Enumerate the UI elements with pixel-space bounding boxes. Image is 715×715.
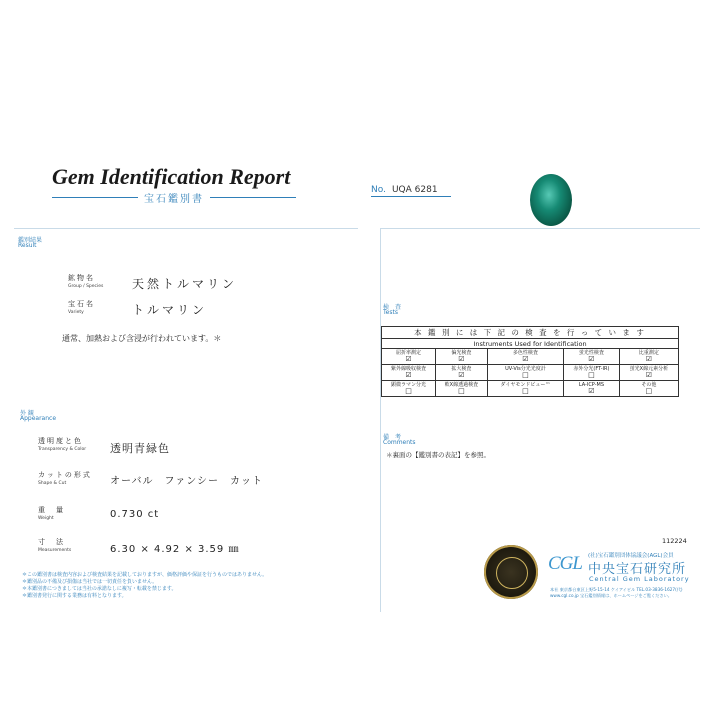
result-section-jp: 鑑別結果: [18, 237, 43, 244]
tests-row: [382, 365, 679, 381]
subtitle-jp: 宝石鑑別書: [144, 194, 204, 205]
lab-member: (社)宝石鑑別団体協議会(AGL)会員: [588, 553, 674, 559]
footer-note: ＊本鑑別書につきましては当社の承諾なしに複写・転載を禁じます。: [22, 586, 177, 592]
seal-ring: [496, 557, 528, 589]
test-cell: [619, 381, 678, 397]
report-number-label: No.: [371, 185, 386, 195]
variety-label-en: Variety: [68, 310, 84, 315]
seal-logo: [484, 545, 538, 599]
report-subtitle: [52, 191, 296, 203]
divider-right: [380, 228, 700, 229]
empty-box-icon: □: [458, 387, 465, 395]
remarks-text: ＊裏面の【鑑別書の表記】を参照。: [386, 451, 490, 459]
checked-box-icon: ☑: [405, 355, 412, 363]
appearance-section-en: Appearance: [20, 415, 57, 422]
test-cell: [382, 381, 436, 397]
checked-box-icon: ☑: [458, 355, 465, 363]
checked-box-icon: ☑: [645, 355, 652, 363]
test-label: その他: [641, 382, 657, 388]
empty-box-icon: □: [405, 387, 412, 395]
color-label-en: Transparency & Color: [38, 447, 87, 452]
test-cell: [564, 381, 620, 397]
tests-table: [381, 326, 679, 397]
variety-value: トルマリン: [132, 303, 208, 317]
empty-box-icon: □: [522, 371, 529, 379]
tests-row: [382, 381, 679, 397]
test-label: 赤外分光(FT-IR): [573, 366, 610, 372]
checked-box-icon: ☑: [588, 355, 595, 363]
measurements-value: 6.30 × 4.92 × 3.59 ㎜: [110, 544, 240, 555]
test-label: ダイヤモンドビュー™: [500, 382, 551, 388]
test-cell: [382, 349, 436, 365]
divider-vertical: [380, 228, 381, 612]
test-label: 蛍光性検査: [578, 350, 604, 356]
test-cell: [564, 349, 620, 365]
report-title: Gem Identification Report: [52, 164, 291, 189]
test-label: UV-Vis分光光度計: [505, 366, 546, 372]
test-cell: [487, 381, 563, 397]
lab-address: 本社 東京都台東区上野5-15-14 ケイアイビル TEL.03-3836-1627(代): [550, 587, 683, 592]
tests-row: [382, 349, 679, 365]
report-number: [371, 185, 451, 197]
measurements-label-jp: 寸 法: [38, 538, 65, 546]
test-cell: [619, 365, 678, 381]
weight-value: 0.730 ct: [110, 509, 160, 520]
test-label: 顕微ラマン分光: [391, 382, 427, 388]
divider-left: [14, 228, 358, 229]
treatment-note: 通常、加熱および含浸が行われています。＊: [62, 334, 222, 343]
species-value: 天然トルマリン: [132, 277, 238, 291]
tests-section-en: Tests: [383, 309, 398, 316]
remarks-section-jp: 備 考: [383, 434, 402, 441]
tests-section-jp: 検 査: [383, 304, 402, 311]
species-label-en: Group / Species: [68, 284, 104, 289]
subtitle-line-right: [210, 197, 296, 198]
footer-note: ＊鑑別書発行に関する業務は有料となります。: [22, 593, 127, 599]
checked-box-icon: ☑: [522, 355, 529, 363]
empty-box-icon: □: [588, 371, 595, 379]
variety-label-jp: 宝石名: [68, 300, 95, 308]
weight-label-jp: 重 量: [38, 506, 65, 514]
serial-number: 112224: [662, 537, 687, 545]
remarks-section-en: Comments: [383, 439, 416, 446]
test-cell: [382, 365, 436, 381]
test-cell: [619, 349, 678, 365]
footer-note: ＊鑑別品の不備及び損傷は当社では一切責任を負いません。: [22, 579, 158, 585]
test-label: 屈折率測定: [396, 350, 422, 356]
tests-header-jp: 本 鑑 別 に は 下 記 の 検 査 を 行 っ て い ま す: [382, 327, 679, 339]
subtitle-line-left: [52, 197, 138, 198]
empty-box-icon: □: [645, 387, 653, 395]
checked-box-icon: ☑: [405, 371, 412, 379]
tests-body: [382, 349, 679, 397]
result-section-en: Result: [18, 242, 37, 249]
empty-box-icon: □: [522, 387, 529, 395]
test-label: 偏光検査: [451, 350, 472, 356]
test-label: 蛍光X線元素分析: [629, 366, 669, 372]
shape-value: オーバル ファンシー カット: [110, 476, 263, 487]
test-label: 拡大検査: [451, 366, 472, 372]
footer-notes: [22, 572, 362, 600]
test-cell: [436, 381, 488, 397]
test-cell: [487, 349, 563, 365]
shape-label-en: Shape & Cut: [38, 481, 67, 486]
appearance-section-jp: 外 観: [20, 410, 34, 417]
lab-name-jp: 中央宝石研究所: [588, 562, 687, 577]
test-label: 比重測定: [638, 350, 659, 356]
weight-label-en: Weight: [38, 516, 54, 521]
test-cell: [564, 365, 620, 381]
test-label: LA-ICP-MS: [578, 381, 605, 388]
checked-box-icon: ☑: [588, 386, 595, 395]
species-label-jp: 鉱物名: [68, 274, 95, 282]
checked-box-icon: ☑: [645, 371, 652, 379]
gemstone-photo: [530, 174, 572, 226]
shape-label-jp: カットの形式: [38, 471, 92, 479]
checked-box-icon: ☑: [458, 371, 465, 379]
footer-note: ＊この鑑別書は検査内容および検査結果を記載しておりますが、価格評価や保証を行うものではありません。: [22, 572, 268, 578]
test-cell: [436, 349, 488, 365]
color-label-jp: 透明度と色: [38, 437, 83, 445]
test-cell: [436, 365, 488, 381]
test-cell: [487, 365, 563, 381]
lab-web: www.cgl.co.jp 宝石鑑別情報は、ホームページをご覧ください。: [550, 593, 672, 598]
test-label: 紫外線吸収検査: [391, 366, 427, 372]
test-label: 多色性検査: [512, 350, 538, 356]
lab-name-en: Central Gem Laboratory: [589, 575, 690, 583]
tests-header-en: Instruments Used for Identification: [382, 339, 679, 349]
cgl-logo: CGL: [548, 553, 582, 574]
measurements-label-en: Measurements: [38, 548, 72, 553]
color-value: 透明青緑色: [110, 442, 170, 455]
test-label: 軟X線透過検査: [444, 382, 479, 388]
report-number-value: UQA 6281: [391, 185, 438, 195]
